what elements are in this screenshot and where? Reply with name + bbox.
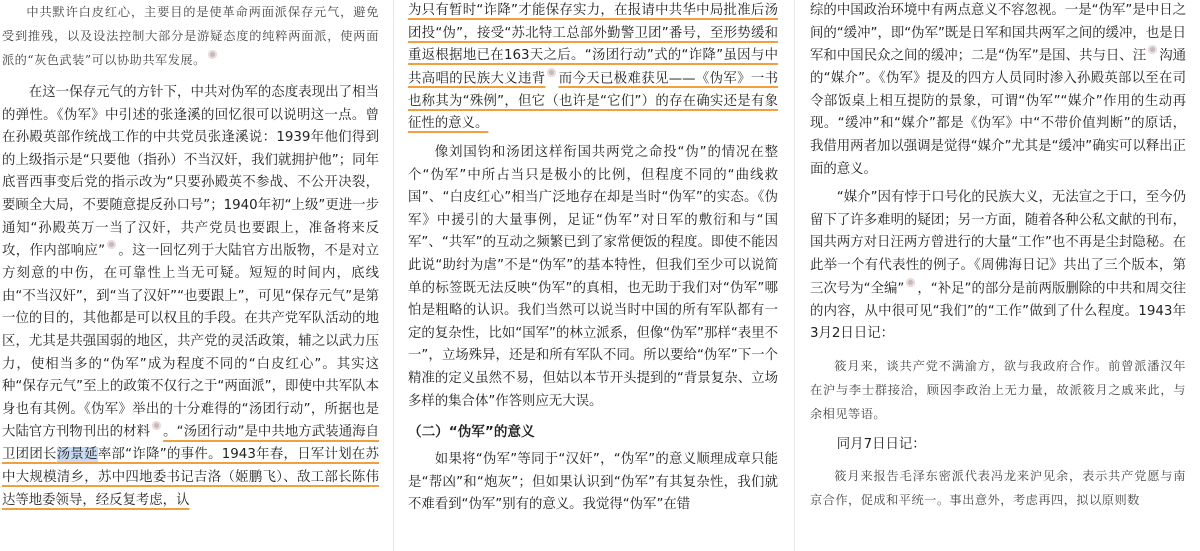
highlighted-text[interactable]: 。“汤团行动”是中共地方武装通海自卫团团长 (2, 424, 379, 463)
column-divider (393, 0, 394, 551)
paragraph: 如果将“伪军”等同于“汉奸”，“伪军”的意义顺理成章只能是“帮凶”和“炮灰”；但如果认识到“伪军”有其复杂性，我们就不难看到“伪军”别有的意义。我觉得“伪军”在错 (408, 452, 778, 513)
text-column-1 (2, 0, 379, 551)
diary-quote: 筱月来报告毛泽东密派代表冯龙来沪见余，表示共产党愿与南京合作，促成和平统一。事出意外，考虑再四，拟以原则数 (810, 469, 1186, 508)
text-column-2 (408, 0, 778, 551)
footnote-marker-icon[interactable] (906, 278, 915, 287)
paragraph (408, 0, 778, 136)
text-column-3 (810, 0, 1186, 551)
paragraph: 像刘国钧和汤团这样衔国共两党之命投“伪”的情况在整个“伪军”中所占当只是极小的比例，但程度不同的“曲线救国”、“白皮红心”相当广泛地存在却是当时“伪军”的实态。《伪军》中援引的大量事例，足证“伪军”对日军的敷衍和与“国军”、“共军”的互动之频繁已到了家常便饭的程度。即使不能因此说“助纣为虐”不是“伪军”的基本特性，但我们至少可以说简单的标签既无法反映“伪军”的真相，也无助于我们对“伪军”哪怕是粗略的认识。我们当然可以说当时中国的所有军队都有一定的复杂性，比如“国军”的林立派系，但像“伪军”那样“表里不一”，立场殊异，还是和所有军队不同。所以要给“伪军”下一个精准的定义虽然不易，但姑以本节开头提到的“背景复杂、立场多样的集合体”作答则应无大误。 (408, 145, 778, 409)
diary-quote: 筱月来，谈共产党不满渝方，欲与我政府合作。前曾派潘汉年在沪与李士群接洽，顾因李政治上无力量，故派筱月之戚来此，与余相见等语。 (810, 358, 1186, 421)
section-heading: （二）“伪军”的意义 (408, 424, 535, 441)
footnote-marker-icon[interactable] (152, 421, 161, 430)
paragraph: 综的中国政治环境中有两点意义不容忽视。一是“伪军”是中日之间的“缓冲”，即“伪军”既是日军和国共两军之间的缓冲，也是日军和中国民众之间的缓冲；二是“伪军”是国、共与日、汪 沟通的“媒介”。《伪军》提及的四方人员同时渗入孙殿英部以至在司令部饭桌上相互提防的景象，可谓“伪军”“媒介”作用的生动再现。“缓冲”和“媒介”都是《伪军》中“不带价值判断”的原话，我借用两者加以强调是觉得“媒介”尤其是“缓冲”确实可以释出正面的意义。 (810, 3, 1186, 177)
footnote-marker-icon[interactable] (107, 240, 116, 249)
paragraph: “媒介”因有悖于口号化的民族大义，无法宣之于口，至今仍留下了许多难明的疑团；另一方面，随着各种公私文献的刊布，国共两方对日汪两方曾进行的大量“工作”也不再是尘封隐秘。在此举一个有代表性的例子。《周佛海日记》共出了三个版本，第三次号为“全编” ，“补足”的部分是前两版删除的中共和周交往的内容，从中很可见“我们”的“工作”做到了什么程度。1943年3月2日日记： (810, 190, 1186, 342)
highlighted-text[interactable]: 为只有暂时“诈降”才能保存实力，在报请中共华中局批准后汤团投“伪”，接受“苏北特工总部外勤警卫团”番号，至形势缓和重返根据地已在163天之后。“汤团行动”式的“诈降”虽因与中共高唱的民族大义违背 (408, 3, 778, 87)
paragraph: 在这一保存元气的方针下，中共对伪军的态度表现出了相当的弹性。《伪军》中引述的张逢溪的回忆很可以说明这一点。曾在孙殿英部作统战工作的中共党员张逢溪说：1939年他们得到的上级指示是“只要他（指孙）不当汉奸，我们就拥护他”；同年底晋西事变后党的指示改为“只要孙殿英不参战、不公开决裂，要顾全大局，不要随意提反孙口号”；1940年初“上级”更进一步通知“孙殿英万一当了汉奸，共产党员也要跟上，准备将来反攻，作内部响应” 。这一回忆列于大陆官方出版物，不是对立方刻意的中伤，在可靠性上当无可疑。短短的时间内，底线由“不当汉奸”，到“当了汉奸”“也要跟上”，可见“保存元气”是第一位的目的，其他都是可以权且的手段。在共产党军队活动的地区，尤其是共强国弱的地区，共产党的灵活政策，辅之以武力压力，使相当多的“伪军”成为程度不同的“白皮红心”。其实这种“保存元气”至上的政策不仅行之于“两面派”，即使中共军队本身也有其例。《伪军》举出的十分难得的“汤团行动”，所据也是大陆官方刊物刊出的材料 。“汤团行动”是中共地方武装通海自卫团团长汤景延率部“诈降”的事件。1943年春，日军计划在苏中大规模清乡，苏中四地委书记吉洛（姬鹏飞）、敌工部长陈伟达等地委领导，经反复考虑，认 (2, 85, 379, 508)
footnote-marker-icon[interactable] (208, 50, 217, 59)
column-divider (794, 0, 795, 551)
highlighted-text[interactable]: 而今天已极难获见——《伪军》一书也称其为“殊例”，但它（也许是“它们”）的存在确实还是有象征性的意义。 (408, 71, 778, 132)
block-quote: 中共默许白皮红心，主要目的是使革命两面派保存元气，避免受到推残，以及设法控制大部分是游疑态度的纯粹两面派，使两面派的“灰色武装”可以协助共军发展。 (2, 5, 379, 67)
diary-date-line: 同月7日日记： (836, 436, 926, 452)
footnote-marker-icon[interactable] (1148, 45, 1157, 54)
selected-text[interactable]: 汤景延 (56, 447, 98, 463)
footnote-marker-icon[interactable] (547, 68, 556, 77)
highlighted-text[interactable]: 率部“诈降”的事件。1943年春，日军计划在苏中大规模清乡，苏中四地委书记吉洛（姬鹏飞）、敌工部长陈伟达等地委领导，经反复考虑，认 (2, 447, 379, 508)
